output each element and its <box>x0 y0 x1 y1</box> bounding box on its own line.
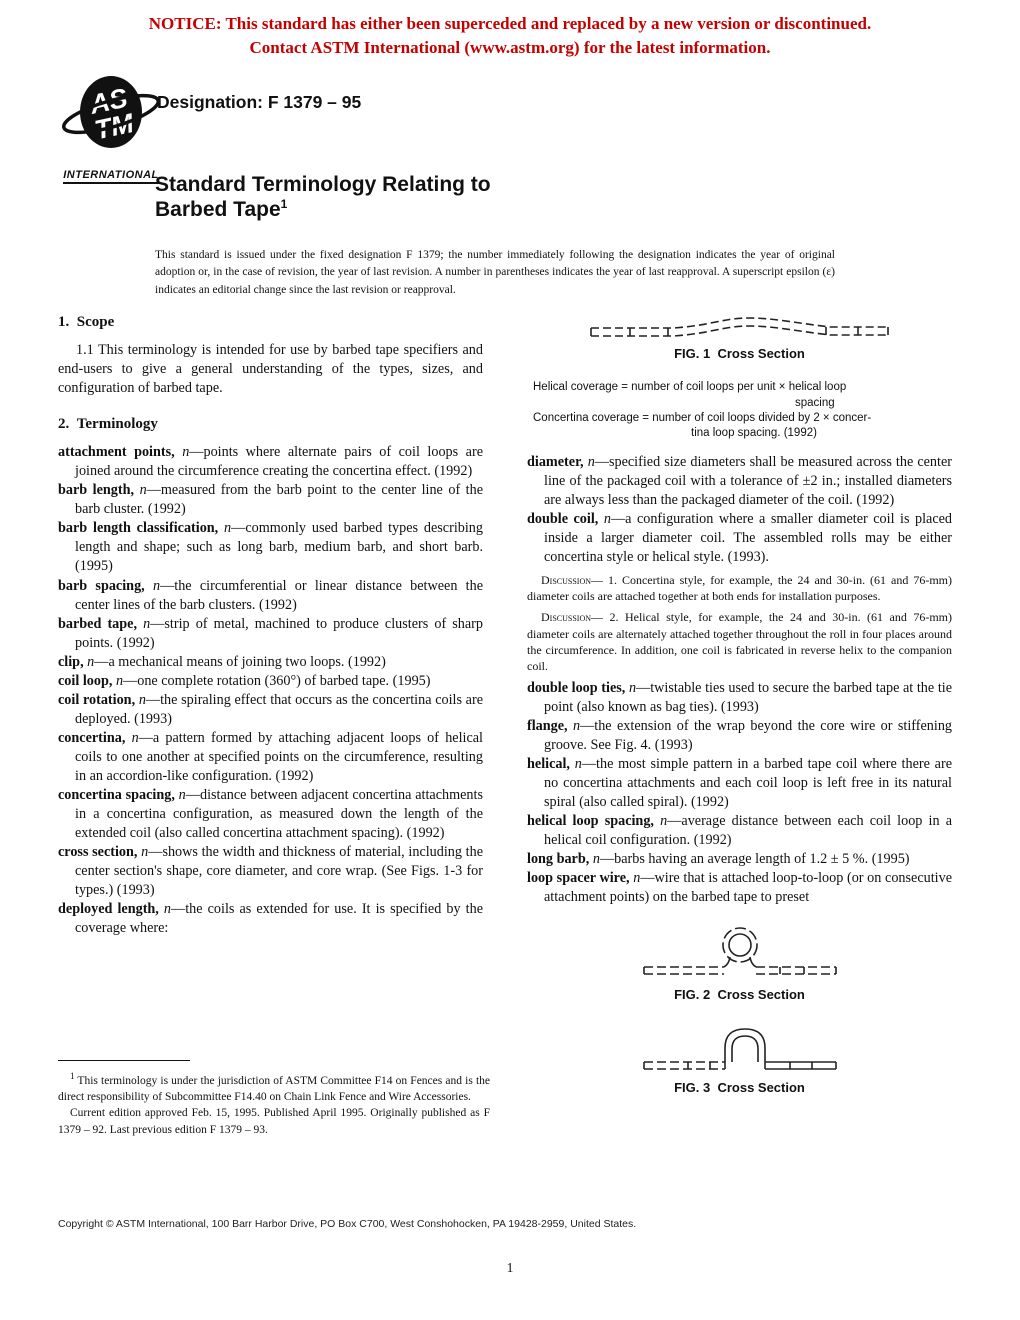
definition-part-of-speech: n <box>135 691 146 708</box>
definition-part-of-speech: n <box>137 843 149 860</box>
fig3-cross-section-drawing <box>640 1020 840 1078</box>
copyright-line: Copyright © ASTM International, 100 Barr Harbor Drive, PO Box C700, West Conshohocken, PA 19428-2959, United States. <box>58 1218 637 1230</box>
footnote-ref-number: 1 <box>70 1071 75 1081</box>
definition-body: —the circumferential or linear distance between the center lines of the barb clusters. (1992) <box>75 577 484 613</box>
concertina-coverage-formula-line1: Concertina coverage = number of coil loops divided by 2 × concer- <box>533 411 872 424</box>
title-line-2: Barbed Tape <box>155 198 281 222</box>
definition-part-of-speech: n <box>567 717 581 734</box>
definition-entry <box>58 843 483 900</box>
definition-term: concertina, <box>58 729 126 746</box>
definition-term: loop spacer wire, <box>527 870 630 887</box>
page-number: 1 <box>506 1260 514 1275</box>
definition-part-of-speech: n <box>583 454 595 471</box>
fig1-cross-section-drawing <box>588 312 892 344</box>
discussion-note <box>527 609 952 673</box>
definition-entry <box>58 729 483 786</box>
footnote-para-1 <box>58 1070 490 1105</box>
definition-part-of-speech: n <box>137 615 151 632</box>
notice-line-2: Contact ASTM International (www.astm.org) for the latest information. <box>249 37 771 57</box>
definition-term: clip, <box>58 653 84 670</box>
fig3-caption: FIG. 3 Cross Section <box>674 1079 805 1095</box>
title-line-1: Standard Terminology Relating to <box>155 173 491 196</box>
definition-body: —points where alternate pairs of coil loops are joined around the circumference creating the concertina effect. (1992) <box>75 444 483 480</box>
definition-term: diameter, <box>527 454 584 471</box>
definition-entry <box>58 786 483 843</box>
notice-line-1: NOTICE: This standard has either been superceded and replaced by a new version or discontinued. <box>148 14 872 33</box>
definition-term: coil loop, <box>58 672 113 689</box>
scope-text: 1.1 This terminology is intended for use by barbed tape specifiers and end-users to give a general understanding of the types, sizes, and configuration of barbed tape. <box>58 342 483 397</box>
definition-entry <box>58 577 483 615</box>
footnote-para-2: Current edition approved Feb. 15, 1995. Published April 1995. Originally published as F 1379 – 92. Last previous edition F 1379 – 93. <box>58 1107 490 1136</box>
definition-body: —a configuration where a smaller diameter coil is placed inside a larger diameter coil. The assembled rolls may be either concertina style or helical style. (1993). <box>544 511 953 566</box>
definition-body: —a mechanical means of joining two loops. (1992) <box>94 653 386 670</box>
definition-part-of-speech: n <box>218 520 232 537</box>
definition-term: barb length, <box>58 482 135 499</box>
definition-term: double coil, <box>527 511 599 528</box>
definition-term: barb length classification, <box>58 520 219 537</box>
discussion-label: Discussion— <box>541 573 604 588</box>
definition-body: —average distance between each coil loop in a helical coil configuration. (1992) <box>544 812 952 848</box>
footnote-divider <box>58 1060 190 1061</box>
footnote-block <box>58 1060 490 1138</box>
definitions-list-left <box>58 443 483 938</box>
definition-part-of-speech: n <box>589 851 600 868</box>
supersession-notice <box>0 12 1020 60</box>
title-footnote-ref: 1 <box>280 197 288 212</box>
definition-body: —barbs having an average length of 1.2 ± 5 %. (1995) <box>599 851 910 868</box>
definition-entry <box>58 481 483 519</box>
svg-text:AS: AS <box>87 82 131 120</box>
definition-body: —wire that is attached loop-to-loop (or on consecutive attachment points) on the barbed tape to preset <box>544 870 952 906</box>
definition-term: coil rotation, <box>58 691 136 708</box>
definition-entry <box>527 812 952 850</box>
definition-term: helical loop spacing, <box>527 812 654 829</box>
definition-part-of-speech: n <box>83 653 95 670</box>
definition-body: —distance between adjacent concertina attachments in a concertina configuration, as measured down the length of the extended coil (also called concertina attachment spacing). (1992) <box>75 786 483 841</box>
definition-part-of-speech: n <box>174 444 190 461</box>
discussion-label: Discussion— <box>541 610 604 625</box>
definition-term: helical, <box>527 755 570 772</box>
helical-coverage-formula-line1: Helical coverage = number of coil loops per unit × helical loop <box>533 381 847 394</box>
definition-part-of-speech: n <box>629 870 641 887</box>
definition-body: —shows the width and thickness of material, including the center section's shape, core diameter, and core wrap. (See Figs. 1-3 for types.) (1993) <box>75 843 484 898</box>
definition-entry <box>58 443 483 481</box>
definition-part-of-speech: n <box>625 679 637 696</box>
definition-entry <box>527 510 952 567</box>
issuance-note: This standard is issued under the fixed designation F 1379; the number immediately following the designation indicates the year of original adoption or, in the case of revision, the year of last revision. A number in parentheses indicates the year of last reapproval. A superscript epsilon (ε) indicates an editorial change since the last revision or reapproval. <box>155 249 835 296</box>
definition-body: —commonly used barbed types describing length and shape; such as long barb, medium barb, and short barb. (1995) <box>75 520 483 575</box>
definition-entry <box>58 615 483 653</box>
definition-entry <box>527 453 952 510</box>
definition-part-of-speech: n <box>174 786 186 803</box>
definition-body: —the spiraling effect that occurs as the concertina coils are deployed. (1993) <box>75 691 483 727</box>
definition-term: concertina spacing, <box>58 786 175 803</box>
discussion-text: 1. Concertina style, for example, the 24 and 30-in. (61 and 76-mm) diameter coils are attached together at both ends for installation purposes. <box>527 573 952 604</box>
definition-body: —twistable ties used to secure the barbed tape at the tie point (also known as bag ties). (1993) <box>544 679 953 715</box>
right-column <box>527 312 952 1096</box>
definition-body: —the most simple pattern in a barbed tape coil where there are no concertina attachments and each coil loop is left free in its natural spiral (also called spiral). (1992) <box>544 755 952 810</box>
definition-term: barbed tape, <box>58 615 138 632</box>
astm-logo-international-label: INTERNATIONAL <box>63 169 159 184</box>
definition-part-of-speech: n <box>144 577 161 594</box>
definition-entry <box>527 755 952 812</box>
definition-part-of-speech: n <box>598 511 611 528</box>
definition-entry <box>527 869 952 907</box>
definition-entry <box>527 679 952 717</box>
definition-entry <box>58 519 483 576</box>
definition-entry <box>527 717 952 755</box>
definition-term: cross section, <box>58 843 138 860</box>
discussion-text: 2. Helical style, for example, the 24 and 30-in. (61 and 76-mm) diameter coils are alternately attached together throughout the roll in four places around the circumference. In addition, one coil is fabricated in reverse helix to the companion coil. <box>527 610 952 673</box>
definition-body: —strip of metal, machined to produce clusters of sharp points. (1992) <box>75 615 483 651</box>
figure-3 <box>527 1020 952 1096</box>
figure-1 <box>527 312 952 362</box>
fig2-cross-section-drawing <box>640 923 840 985</box>
definition-part-of-speech: n <box>158 901 172 918</box>
fig2-caption: FIG. 2 Cross Section <box>674 987 805 1003</box>
definition-part-of-speech: n <box>653 812 668 829</box>
definition-body: —the extension of the wrap beyond the core wire or stiffening groove. See Fig. 4. (1993) <box>544 717 953 753</box>
definition-term: attachment points, <box>58 444 175 461</box>
document-title <box>155 172 491 222</box>
definition-term: flange, <box>527 717 568 734</box>
coverage-formulas <box>533 380 952 441</box>
designation: Designation: F 1379 – 95 <box>157 92 362 112</box>
definition-body: —a pattern formed by attaching adjacent loops of helical coils to one another at specified points on the circumference, resulting in an accordion-like configuration. (1992) <box>75 729 484 784</box>
svg-text:TM: TM <box>91 107 137 146</box>
definition-term: deployed length, <box>58 901 159 918</box>
definition-term: barb spacing, <box>58 577 145 594</box>
definition-body: —the coils as extended for use. It is specified by the coverage where: <box>75 901 484 937</box>
left-column <box>58 312 483 938</box>
astm-logo <box>56 74 166 184</box>
concertina-coverage-formula-line2: tina loop spacing. (1992) <box>691 426 817 439</box>
definition-entry <box>58 691 483 729</box>
definition-part-of-speech: n <box>125 729 139 746</box>
definition-part-of-speech: n <box>134 482 147 499</box>
definition-term: double loop ties, <box>527 679 626 696</box>
definition-body: —specified size diameters shall be measured across the center line of the packaged coil with a tolerance of ±2 in.; installed diameters are always less than the packaged diameter of the coil. (1992) <box>544 454 952 509</box>
definition-entry <box>527 850 952 869</box>
figure-2 <box>527 923 952 1003</box>
definitions-list-right <box>527 453 952 907</box>
definition-term: long barb, <box>527 851 590 868</box>
definition-entry <box>58 653 483 672</box>
definition-body: —measured from the barb point to the center line of the barb cluster. (1992) <box>75 482 484 518</box>
footnote-para-1-text: This terminology is under the jurisdiction of ASTM Committee F14 on Fences and is the direct responsibility of Subcommittee F14.40 on Chain Link Fence and Wire Accessories. <box>58 1074 490 1104</box>
helical-coverage-formula-line2: spacing <box>795 396 835 409</box>
discussion-note <box>527 572 952 604</box>
definition-entry <box>58 672 483 691</box>
definition-body: —one complete rotation (360°) of barbed tape. (1995) <box>123 672 431 689</box>
astm-globe-icon <box>59 74 163 160</box>
fig1-caption: FIG. 1 Cross Section <box>674 346 805 361</box>
definition-part-of-speech: n <box>112 672 124 689</box>
terminology-heading: 2. Terminology <box>58 416 158 433</box>
definition-part-of-speech: n <box>569 755 582 772</box>
scope-heading: 1. Scope <box>58 314 115 330</box>
definition-entry <box>58 900 483 938</box>
